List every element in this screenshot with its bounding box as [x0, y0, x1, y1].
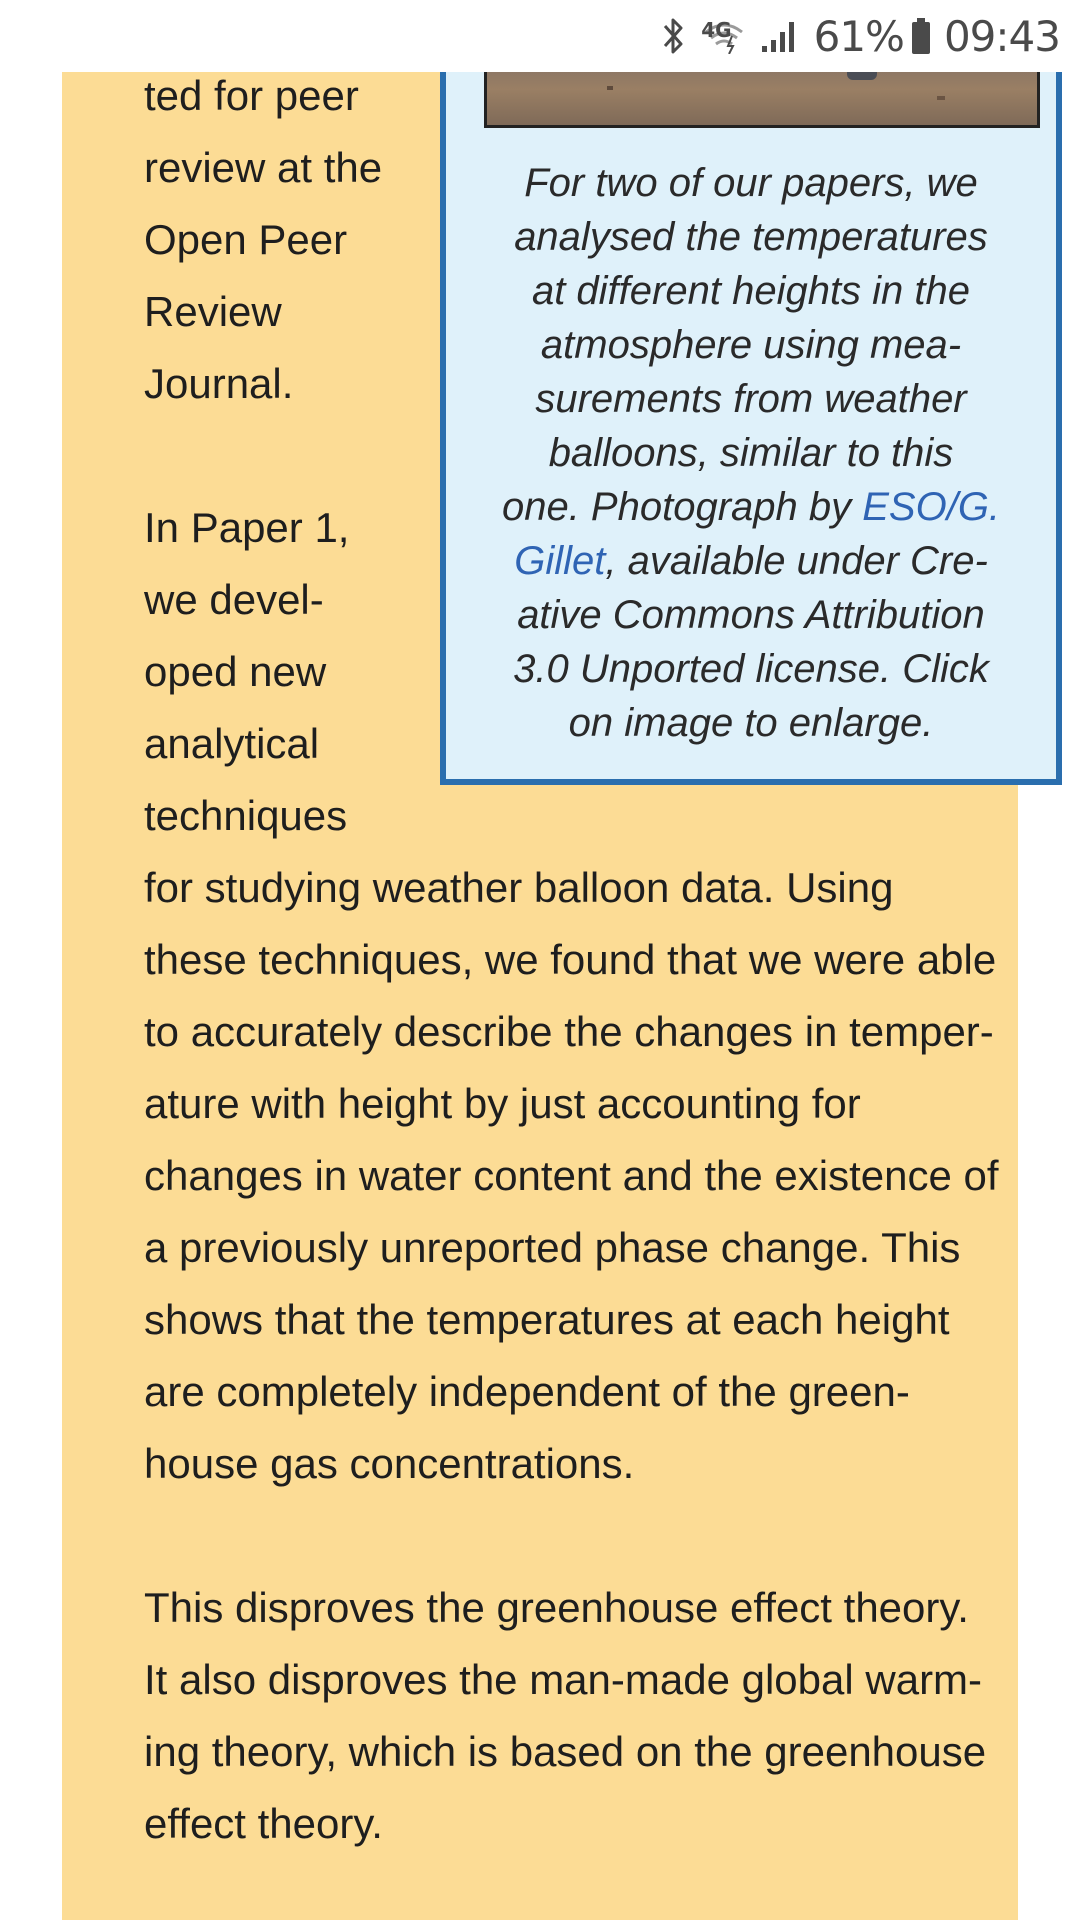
text-line: to accurately describe the changes in temper-: [144, 1008, 994, 1055]
text-line: oped new: [144, 648, 327, 695]
text-line: This disproves the greenhouse effect theory.: [144, 1584, 969, 1631]
figure-caption: [446, 156, 1056, 750]
text-line: It also disproves the man-made global warm-: [144, 1656, 983, 1703]
caption-text: one. Photograph by: [501, 485, 863, 529]
text-line: a previously unreported phase change. This: [144, 1224, 961, 1271]
battery-icon: [910, 16, 932, 56]
photo-credit-link[interactable]: Gillet: [514, 539, 606, 583]
text-line: these techniques, we found that we were able: [144, 936, 997, 983]
caption-line: analysed the temperatures: [514, 215, 988, 259]
text-line: analytical: [144, 720, 320, 767]
caption-line: For two of our papers, we: [524, 161, 978, 205]
text-line: are completely independent of the green-: [144, 1368, 910, 1415]
text-line: house gas concentrations.: [144, 1440, 635, 1487]
text-line: for studying weather balloon data. Using: [144, 864, 894, 911]
text-line: Journal.: [144, 360, 294, 407]
caption-text: , available under Cre-: [605, 539, 988, 583]
caption-line: on image to enlarge.: [568, 701, 934, 745]
article-panel: [62, 0, 1018, 1920]
weather-balloon-photo[interactable]: [484, 66, 1040, 128]
photo-detail: [607, 86, 613, 90]
caption-line: surements from weather: [535, 377, 967, 421]
photo-detail: [937, 96, 945, 100]
text-line: we devel-: [144, 576, 324, 623]
caption-line: balloons, similar to this: [548, 431, 954, 475]
4g-icon: 4G: [701, 18, 732, 42]
paragraph-3: [144, 1572, 1064, 1860]
text-line: Review: [144, 288, 282, 335]
caption-line: ative Commons Attribution: [517, 593, 985, 637]
caption-line: at different heights in the: [531, 269, 971, 313]
status-bar: [0, 0, 1080, 72]
battery-percent: 61%: [813, 11, 904, 61]
text-line: ing theory, which is based on the greenhouse: [144, 1728, 987, 1775]
text-line: ted for peer: [144, 72, 359, 119]
paragraph-2-start: [144, 492, 414, 852]
caption-line: 3.0 Unported license. Click: [513, 647, 989, 691]
clock: 09:43: [943, 11, 1060, 61]
photo-credit-link[interactable]: ESO/G.: [862, 485, 1001, 529]
text-line: ature with height by just accounting for: [144, 1080, 861, 1127]
text-line: Open Peer: [144, 216, 348, 263]
caption-line: [446, 534, 1056, 588]
caption-line: atmosphere using mea-: [540, 323, 962, 367]
text-line: effect theory.: [144, 1800, 383, 1847]
figure-caption-box[interactable]: [440, 60, 1062, 785]
paragraph-1-continued: [144, 60, 414, 420]
text-line: review at the: [144, 144, 383, 191]
bluetooth-icon: [661, 16, 687, 56]
text-line: In Paper 1,: [144, 504, 350, 551]
paragraph-2-rest: [144, 852, 1064, 1500]
text-line: techniques: [144, 792, 348, 839]
caption-line: [446, 480, 1056, 534]
signal-icon: [760, 18, 800, 54]
text-line: shows that the temperatures at each height: [144, 1296, 950, 1343]
text-line: changes in water content and the existence of: [144, 1152, 999, 1199]
